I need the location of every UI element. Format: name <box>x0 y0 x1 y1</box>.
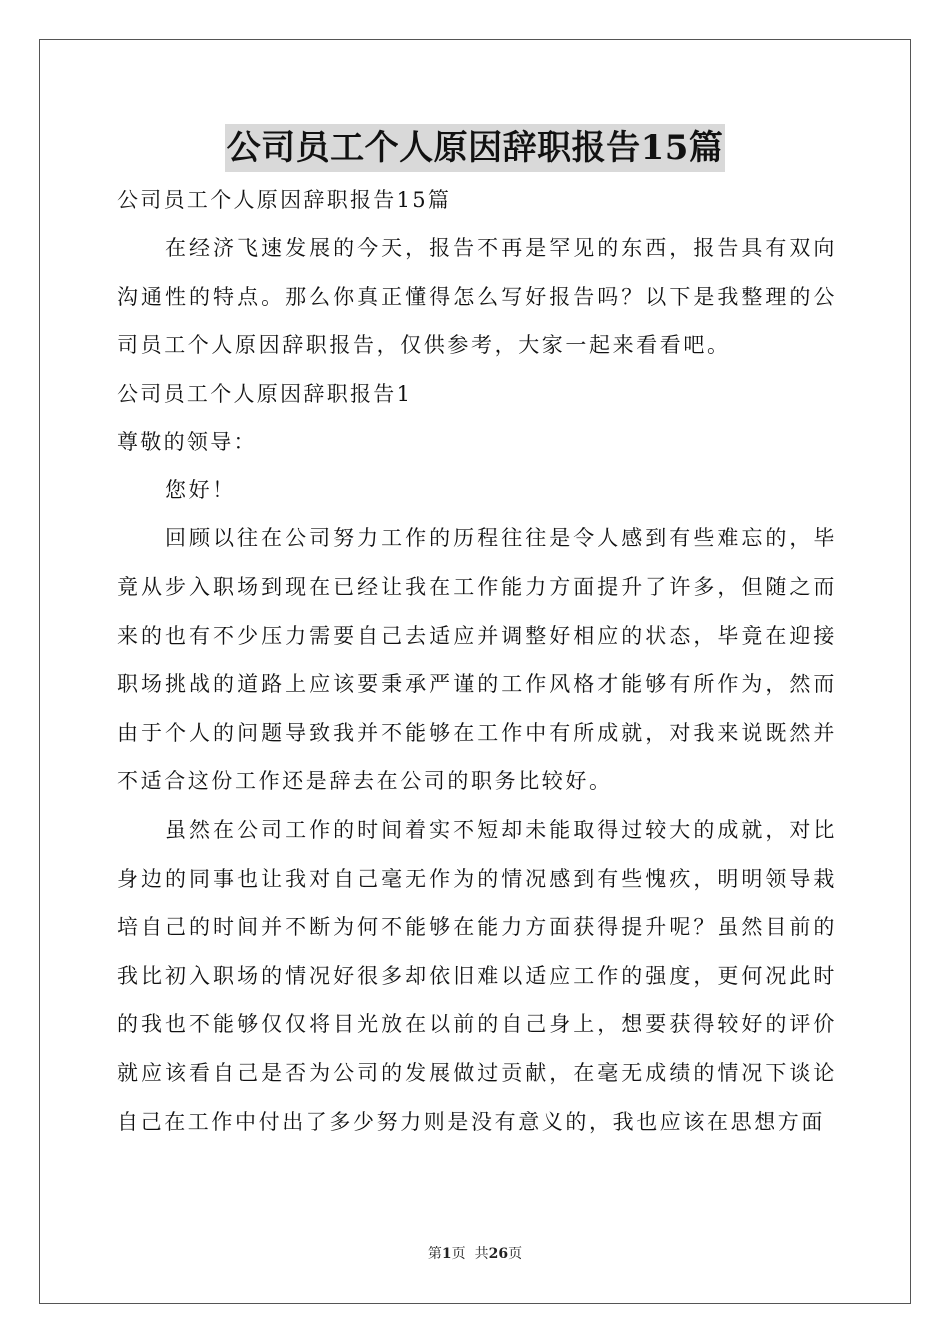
document-body <box>117 176 837 1146</box>
body-paragraph-1: 回顾以往在公司努力工作的历程往往是令人感到有些难忘的，毕竟从步入职场到现在已经让我在工作能力方面提升了许多，但随之而来的也有不少压力需要自己去适应并调整好相应的状态，毕竟在迎接职场挑战的道路上应该要秉承严谨的工作风格才能够有所作为，然而由于个人的问题导致我并不能够在工作中有所成就，对我来说既然并不适合这份工作还是辞去在公司的职务比较好。 <box>117 526 837 794</box>
document-title: 公司员工个人原因辞职报告15篇 <box>225 124 726 172</box>
page-total: 26 <box>488 1246 509 1262</box>
greeting: 您好！ <box>165 477 236 502</box>
page-footer <box>0 1244 950 1264</box>
page-current: 1 <box>441 1246 452 1262</box>
document-subtitle: 公司员工个人原因辞职报告15篇 <box>117 188 452 212</box>
title-container <box>0 124 950 172</box>
section-heading: 公司员工个人原因辞职报告1 <box>117 381 413 406</box>
page-prefix: 第 <box>427 1246 442 1262</box>
salutation: 尊敬的领导： <box>117 429 257 454</box>
body-paragraph-2: 虽然在公司工作的时间着实不短却未能取得过较大的成就，对比身边的同事也让我对自己毫无作为的情况感到有些愧疚，明明领导栽培自己的时间并不断为何不能够在能力方面获得提升呢？虽然目前的我比初入职场的情况好很多却依旧难以适应工作的强度，更何况此时的我也不能够仅仅将目光放在以前的自己身上，想要获得较好的评价就应该看自己是否为公司的发展做过贡献，在毫无成绩的情况下谈论自己在工作中付出了多少努力则是没有意义的，我也应该在思想方面 <box>117 817 837 1134</box>
page-mid: 页 共 <box>451 1246 489 1262</box>
page-suffix: 页 <box>508 1246 523 1262</box>
intro-paragraph: 在经济飞速发展的今天，报告不再是罕见的东西，报告具有双向沟通性的特点。那么你真正懂得怎么写好报告吗？以下是我整理的公司员工个人原因辞职报告，仅供参考，大家一起来看看吧。 <box>117 236 837 358</box>
